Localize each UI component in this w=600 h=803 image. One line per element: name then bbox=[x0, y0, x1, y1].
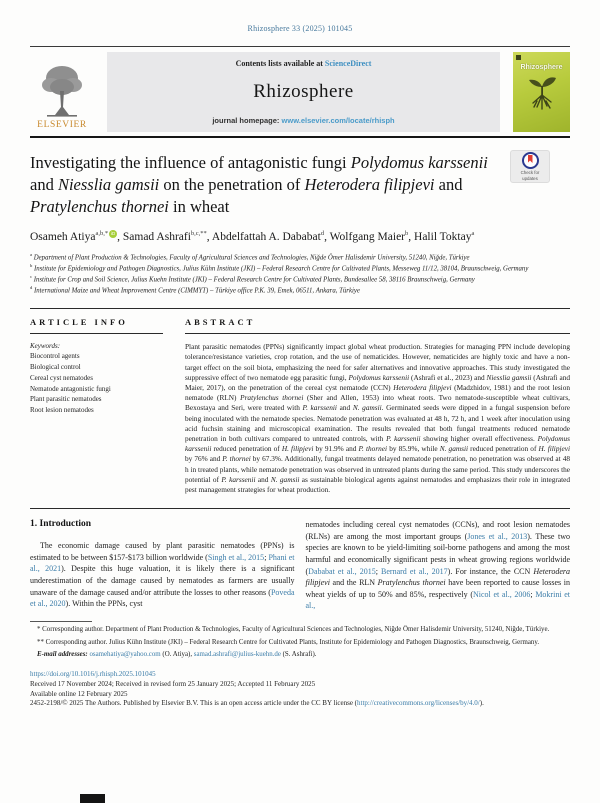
keyword: Biological control bbox=[30, 362, 81, 371]
inline-link[interactable]: Mokrini et al., bbox=[305, 589, 570, 611]
affiliation: $^c$ Institute for Crop and Soil Science, Julius Kuehn Institute (JKI) – Federal Research Centre for Cultivated Plants, Bundesallee 58, 38116 Braunschweig, Germany bbox=[30, 274, 475, 284]
info-abstract-section bbox=[30, 309, 570, 508]
article-info-rule bbox=[30, 333, 163, 334]
cover-plant-icon bbox=[516, 73, 567, 113]
author-list bbox=[30, 230, 528, 245]
inline-link[interactable]: Bernard et al., 2017 bbox=[381, 566, 448, 576]
author: Abdelfattah A. Dababat$^d$, bbox=[211, 230, 330, 244]
running-head-citation: Rhizosphere 33 (2025) 101045 bbox=[247, 24, 353, 33]
intro-paragraph-left: The economic damage caused by plant parasitic nematodes (PPNs) is estimated to be between $157-$173 billion worldwide (Singh et al., 2015; Phani et al., 2021). Despite this huge valuation, it is likely there is a significant underestimation of the damage caused by nematodes as farmers are usually unaware of the damage caused and/or attribute the losses to other reasons (Poveda et al., 2020). Within the PPNs, cyst bbox=[30, 541, 295, 609]
introduction-heading: 1. Introduction bbox=[30, 519, 92, 530]
corresponding-author-footnote-1: * Corresponding author. Department of Plant Production & Technologies, Faculty of Agricultural Sciences and Technologies, Niğde Ömer Halisdemir University, 51240, Niğde, Türkiye. bbox=[37, 625, 550, 633]
check-updates-icon bbox=[522, 152, 539, 169]
inline-link[interactable]: Nicol et al., 2006 bbox=[473, 589, 531, 599]
publication-info bbox=[30, 670, 570, 709]
introduction-section bbox=[30, 519, 570, 612]
header-top-divider bbox=[30, 46, 570, 47]
inline-link[interactable]: Jones et al., 2013 bbox=[467, 531, 528, 541]
abstract-rule bbox=[185, 333, 570, 334]
author: Halil Toktay$^a$ bbox=[414, 230, 475, 244]
check-updates-label: Check for updates bbox=[520, 170, 540, 181]
keyword: Nematode antagonistic fungi bbox=[30, 384, 111, 393]
copyright-line: 2452-2198/© 2025 The Authors. Published by Elsevier B.V. This is an open access article under the CC BY license (http://creativecommons.org/licenses/by/4.0/). bbox=[30, 699, 484, 708]
contents-line bbox=[115, 59, 492, 68]
cover-journal-title: Rhizosphere bbox=[520, 64, 563, 71]
inline-link[interactable]: Poveda et al., 2020 bbox=[30, 587, 295, 609]
abstract-text: Plant parasitic nematodes (PPNs) significantly impact global wheat production. Strategies for managing PPN include developing tolerance/resistance varieties, crop rotation, and the use of nematicides. However, nematicides are highly toxic and have a non-target effect on the soil biota, emphasizing the need for safer alternatives and innovative approaches. This study investigated the suppressive effect of two nematode egg parasitic fungi, Polydomus karssenii (Ashrafi et al., 2023) and Niesslia gamsii (Ashrafi and Maier, 2017), on the penetration of the cereal cyst nematode (CCN) Heterodera filipjevi (Madzhidov, 1981) and the root lesion nematode (RLN) Pratylenchus thornei (Sher and Allen, 1953) into wheat roots. Two nematode-susceptible wheat cultivars, Bexostaya and Seri, were treated with P. karssenii and N. gamsii. Germinated seeds were dipped in a fungal suspension before being inoculated with the nematode species. Nematode penetration was evaluated at 48 h, 72 h, and 1 week after inoculation using acid fuchsin staining and microscopical examination. The results revealed that both fungal treatments reduced nematode penetration in both cultivars compared to untreated controls, with P. karssenii showing higher overall effectiveness. Polydomus karssenii reduced penetration of H. filipjevi by 91.9% and P. thornei by 85.9%, while N. gamsii reduced penetration of H. filipjevi by 76% and P. thornei by 67.3%. Additionally, fungal treatments delayed nematode penetration, no penetration was observed at 48 h in treated plants, while nematode penetration was observed in untreated plants during the same period. This study underscores the potential of P. karssenii and N. gamsii as sustainable biological agents against nematodes and emphasizes their role in integrated pest management strategies for wheat production. bbox=[185, 342, 571, 494]
affiliations bbox=[30, 252, 570, 296]
article-info-heading: ARTICLE INFO bbox=[30, 317, 128, 328]
masthead bbox=[30, 52, 570, 132]
intro-paragraph-right: nematodes including cereal cyst nematodes (CCNs), and root lesion nematodes (RLNs) are among the most important groups (Jones et al., 2013). These two species are known to be yield-limiting soil-borne pathogens and among the most harmful and economically significant pests in wheat growing regions worldwide (Dababat et al., 2015; Bernard et al., 2017). For instance, the CCN Heterodera filipjevi and the RLN Pratylenchus thornei have been reported to cause losses in wheat yields of up to 50% and 85%, respectively (Nicol et al., 2006; Mokrini et al., bbox=[305, 520, 571, 611]
keyword: Root lesion nematodes bbox=[30, 406, 94, 415]
affiliation: $^b$ Institute for Epidemiology and Pathogen Diagnostics, Julius Kühn Institute (JKI) – Federal Research Centre for Cultivated Plants, Messeweg 11/12, 38104, Braunschweig, Germany bbox=[30, 263, 529, 273]
journal-cover-thumbnail[interactable] bbox=[513, 52, 570, 132]
inline-link[interactable]: osamehatiya@yahoo.com bbox=[89, 651, 161, 659]
homepage-line bbox=[115, 116, 492, 125]
author: Wolfgang Maier$^b$, bbox=[329, 230, 415, 244]
sciencedirect-link[interactable]: ScienceDirect bbox=[324, 59, 372, 68]
keyword: Biocontrol agents bbox=[30, 352, 80, 361]
elsevier-wordmark: ELSEVIER bbox=[37, 120, 87, 130]
inline-link[interactable]: http://creativecommons.org/licenses/by/4.0/ bbox=[357, 699, 480, 708]
contents-prefix: Contents lists available at bbox=[235, 59, 323, 68]
orcid-icon[interactable]: iD bbox=[111, 231, 116, 237]
received-dates: Received 17 November 2024; Received in revised form 25 January 2025; Accepted 11 February 2025 bbox=[30, 679, 316, 688]
intro-right-column bbox=[306, 519, 571, 612]
abstract-column bbox=[185, 317, 570, 495]
keywords-label: Keywords: bbox=[30, 342, 61, 351]
inline-link[interactable]: Dababat et al., 2015 bbox=[308, 566, 376, 576]
inline-link[interactable]: Singh et al., 2015 bbox=[207, 552, 265, 562]
corresponding-author-footnote-2: ** Corresponding author. Julius Kühn Institute (JKI) – Federal Research Centre for Cultivated Plants, Institute for Epidemiology and Pathogen Diagnostics, Braunschweig, Germany. bbox=[37, 638, 540, 646]
email-addresses-line: E-mail addresses: osamehatiya@yahoo.com (O. Atiya), samad.ashrafi@julius-kuehn.de (S. Ashrafi). bbox=[37, 651, 317, 659]
check-for-updates-badge[interactable] bbox=[510, 150, 550, 183]
homepage-prefix: journal homepage: bbox=[212, 116, 280, 125]
article-title: Investigating the influence of antagonistic fungi Polydomus karssenii and Niesslia gamsii on the penetration of Heterodera filipjevi and Pratylenchus thornei in wheat bbox=[30, 153, 488, 216]
keyword: Plant parasitic nematodes bbox=[30, 395, 102, 404]
available-online-date: Available online 12 February 2025 bbox=[30, 689, 128, 698]
article-info-column bbox=[30, 317, 163, 495]
masthead-bottom-rule bbox=[30, 136, 570, 138]
elsevier-tree-icon bbox=[39, 63, 85, 119]
elsevier-logo[interactable] bbox=[30, 52, 94, 132]
info-section-bottom-rule bbox=[30, 508, 570, 509]
affiliation: $^d$ International Maize and Wheat Improvement Centre (CIMMYT) – Türkiye office P.K. 39, Emek, 06511, Ankara, Türkiye bbox=[30, 285, 360, 295]
author: Osameh Atiya$^{a,b,*}$ iD , bbox=[30, 230, 123, 244]
abstract-heading: ABSTRACT bbox=[185, 317, 256, 328]
intro-left-column bbox=[30, 519, 295, 612]
page-scan-mark bbox=[80, 794, 105, 803]
author: Samad Ashrafi$^{b,c,**}$, bbox=[122, 230, 212, 244]
keyword: Cereal cyst nematodes bbox=[30, 373, 93, 382]
affiliation: $^a$ Department of Plant Production & Technologies, Faculty of Agricultural Sciences and Technologies, Niğde Ömer Halisdemir University, 51240, Niğde, Türkiye bbox=[30, 252, 470, 262]
doi-link[interactable]: https://doi.org/10.1016/j.rhisph.2025.101045 bbox=[30, 670, 156, 678]
footnote-divider bbox=[30, 621, 92, 622]
inline-link[interactable]: Phani et al., 2021 bbox=[30, 552, 295, 574]
journal-info-box bbox=[107, 52, 500, 132]
journal-name: Rhizosphere bbox=[253, 81, 354, 102]
homepage-link[interactable]: www.elsevier.com/locate/rhisph bbox=[281, 116, 395, 125]
cover-barcode-mark bbox=[516, 55, 521, 60]
inline-link[interactable]: samad.ashrafi@julius-kuehn.de bbox=[193, 651, 281, 659]
bookmark-icon bbox=[528, 155, 533, 163]
